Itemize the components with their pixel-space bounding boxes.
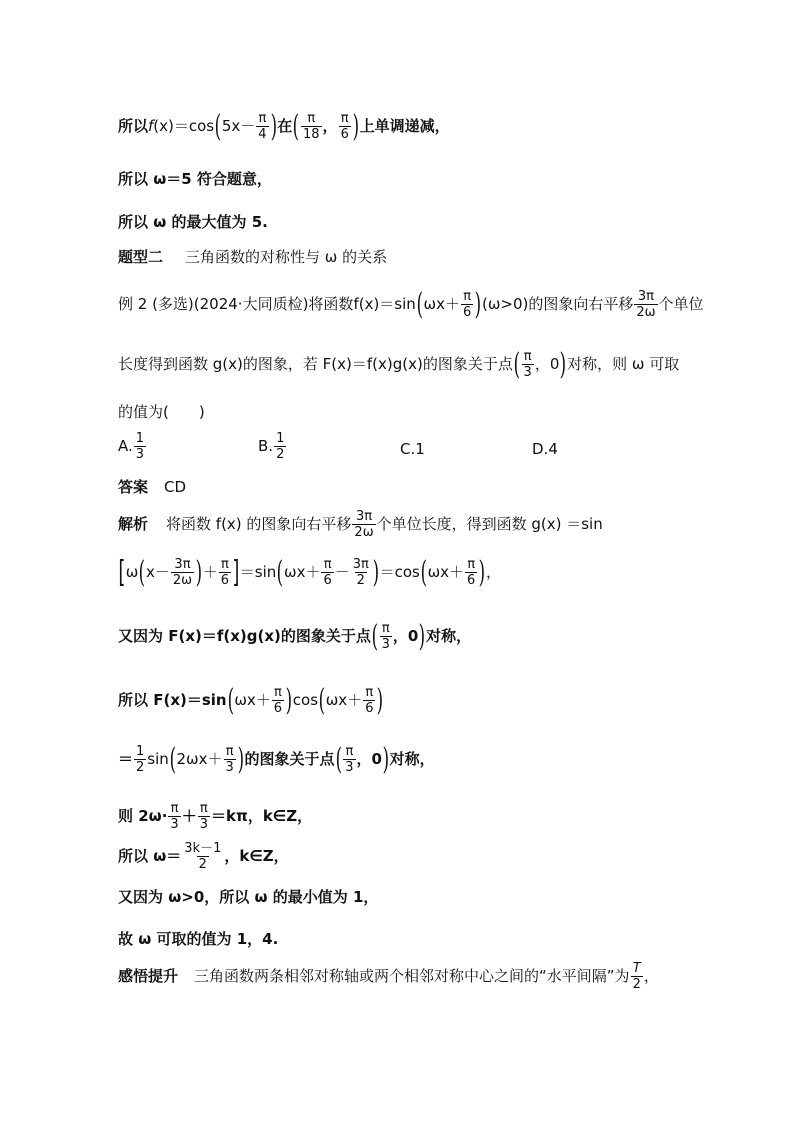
- text: 上单调递减，: [359, 117, 450, 136]
- frac-den: 6: [220, 572, 230, 588]
- right-paren: ): [474, 287, 482, 323]
- option-b: [258, 432, 287, 461]
- frac-den: 6: [467, 572, 476, 588]
- text: 所以 ω 的最大值为 5.: [118, 213, 268, 231]
- answer-label: 答案: [118, 478, 149, 496]
- frac-num: π: [365, 685, 374, 700]
- left-paren: (: [227, 683, 234, 719]
- frac-den: 3: [381, 636, 390, 652]
- text: 又因为 ω>0，所以 ω 的最小值为 1，: [118, 888, 379, 906]
- math: －: [334, 563, 350, 582]
- fraction: [380, 622, 392, 651]
- frac-den: 2ω: [354, 524, 374, 540]
- text: 所以 ω＝5 符合题意，: [118, 170, 272, 188]
- option-text: D.4: [532, 440, 558, 458]
- frac-num: π: [467, 557, 476, 572]
- math: ωx＋: [423, 295, 460, 314]
- text: 个单位: [658, 295, 704, 314]
- text: ，0: [356, 750, 382, 769]
- frac-den: 6: [340, 126, 349, 142]
- frac-num: π: [307, 111, 316, 126]
- insight-line: [118, 962, 659, 991]
- math-inner: 5x－: [221, 117, 256, 136]
- solution-line-8: [118, 890, 378, 905]
- math: ω: [125, 563, 139, 582]
- left-paren: (: [420, 555, 427, 591]
- fraction: [272, 686, 284, 715]
- frac-den: 3: [135, 446, 145, 462]
- right-paren: ): [270, 109, 277, 145]
- math: ＝cos: [379, 563, 420, 582]
- frac-num: π: [523, 349, 532, 364]
- option-d: [532, 442, 558, 457]
- math: ＋: [202, 563, 218, 582]
- math: ωx＋: [284, 563, 321, 582]
- text: 对称，: [426, 627, 472, 646]
- fraction: [198, 802, 210, 831]
- frac-den: 2ω: [636, 304, 656, 320]
- math: ωx＋: [234, 691, 271, 710]
- insight-label: 感悟提升: [118, 967, 179, 986]
- frac-num: π: [463, 289, 472, 304]
- text: ，0: [392, 627, 419, 646]
- frac-den: 3: [199, 816, 208, 832]
- frac-num: 3π: [355, 509, 373, 524]
- frac-num: T: [632, 961, 641, 976]
- math: sin: [147, 750, 169, 769]
- solution-line-6: [118, 802, 312, 831]
- math: ＝sin: [239, 563, 277, 582]
- frac-den: 6: [462, 304, 472, 320]
- text: ，: [643, 967, 659, 986]
- right-paren: ): [377, 683, 384, 719]
- math: 2ωx＋: [176, 750, 223, 769]
- frac-den: 3: [345, 759, 354, 775]
- frac-num: π: [274, 685, 282, 700]
- text: 则 2ω·: [118, 807, 168, 826]
- left-paren: (: [169, 742, 176, 778]
- fraction: [171, 558, 194, 587]
- left-paren: (: [513, 347, 520, 383]
- frac-num: π: [323, 557, 332, 572]
- frac-num: π: [225, 744, 234, 759]
- fraction: [352, 510, 375, 539]
- fraction: [363, 686, 375, 715]
- right-paren: ): [195, 555, 203, 591]
- frac-den: 6: [365, 700, 374, 716]
- text: ，0: [534, 355, 560, 374]
- option-c: [400, 442, 425, 457]
- text: 所以 F(x)＝sin: [118, 691, 227, 710]
- text: 又因为 F(x)＝f(x)g(x)的图象关于点: [118, 627, 371, 646]
- right-paren: ): [372, 555, 379, 591]
- option-label: A.: [118, 437, 133, 456]
- fraction: [182, 842, 223, 871]
- text: 的值为( ): [118, 403, 205, 421]
- text: (ω>0)的图象向右平移: [481, 295, 634, 314]
- frac-num: 3π: [352, 557, 369, 572]
- frac-num: π: [170, 801, 179, 816]
- frac-num: 3π: [637, 289, 654, 304]
- text: 三角函数两条相邻对称轴或两个相邻对称中心之间的“水平间隔”为: [194, 967, 630, 986]
- text: 将函数 f(x) 的图象向右平移: [166, 515, 352, 534]
- text: 个单位长度，得到函数 g(x) ＝sin: [376, 515, 603, 534]
- math: ＝: [118, 750, 134, 769]
- frac-den: 6: [323, 572, 332, 588]
- math: ωx＋: [325, 691, 363, 710]
- solution-line-3: [118, 619, 472, 655]
- fraction: [343, 745, 355, 774]
- right-paren: ): [237, 742, 244, 778]
- text: ，k∈Z，: [224, 847, 289, 866]
- left-paren: (: [416, 287, 423, 323]
- left-bracket: [: [118, 555, 126, 591]
- frac-num: 3π: [174, 557, 191, 572]
- frac-den: 2: [632, 976, 641, 992]
- text: ，: [486, 563, 502, 582]
- line-monotonic-decreasing: [118, 109, 450, 145]
- text: 在: [277, 117, 293, 136]
- text: 对称，则 ω 可取: [567, 355, 680, 374]
- fraction: [522, 350, 534, 379]
- example-2-line-3: [118, 405, 205, 420]
- fraction-pi-18: [301, 112, 322, 141]
- fraction: [351, 558, 371, 587]
- option-label: B.: [258, 437, 274, 456]
- frac-den: 6: [273, 700, 283, 716]
- text: ＝kπ，k∈Z，: [210, 807, 313, 826]
- text: 对称，: [389, 750, 435, 769]
- frac-den: 4: [258, 126, 267, 142]
- frac-den: 3: [523, 364, 532, 380]
- right-bracket: ]: [232, 555, 240, 591]
- math: ωx＋: [427, 563, 465, 582]
- text: 故 ω 可取的值为 1，4.: [118, 930, 279, 948]
- fraction: [168, 802, 180, 831]
- frac-num: 1: [136, 744, 145, 759]
- frac-den: 2: [276, 446, 285, 462]
- text: ，: [322, 117, 338, 136]
- left-paren: (: [371, 619, 378, 655]
- right-paren: ): [352, 109, 359, 145]
- fraction-pi-4: [256, 112, 268, 141]
- fraction: [634, 290, 657, 319]
- fraction: [631, 962, 643, 991]
- solution-line-1: [118, 510, 603, 539]
- math: cos: [292, 691, 319, 710]
- fraction: [134, 745, 146, 774]
- frac-num: π: [258, 111, 267, 126]
- right-paren: ): [285, 683, 293, 719]
- left-paren: (: [292, 109, 300, 145]
- left-paren: (: [276, 555, 284, 591]
- text: 所以: [118, 117, 149, 136]
- answer-line: [118, 480, 186, 495]
- frac-num: π: [221, 557, 229, 572]
- line-omega-5: [118, 172, 272, 187]
- line-max-omega: [118, 215, 268, 230]
- right-paren: ): [382, 742, 390, 778]
- answer-value: CD: [164, 478, 187, 496]
- math: f(x)＝sin: [353, 295, 416, 314]
- right-paren: ): [560, 347, 567, 383]
- frac-num: π: [199, 801, 208, 816]
- section-label: 题型二: [118, 248, 164, 266]
- frac-num: 1: [135, 431, 145, 446]
- solution-line-7: [118, 842, 289, 871]
- option-a: [118, 432, 147, 461]
- fraction: [224, 745, 236, 774]
- math: x－: [146, 563, 170, 582]
- frac-num: 1: [276, 431, 285, 446]
- example-2-line-2: [118, 347, 680, 383]
- frac-den: 3: [225, 759, 234, 775]
- frac-num: π: [340, 111, 349, 126]
- right-paren: ): [418, 619, 426, 655]
- right-paren: ): [478, 555, 486, 591]
- text: 长度得到函数 g(x)的图象，若 F(x)＝f(x)g(x)的图象关于点: [118, 355, 513, 374]
- solution-label: 解析: [118, 515, 149, 534]
- left-paren: (: [335, 742, 342, 778]
- left-paren: (: [318, 683, 326, 719]
- math-f: f: [148, 117, 154, 136]
- frac-num: π: [345, 744, 354, 759]
- frac-num: 3k－1: [184, 841, 222, 856]
- text: 所以 ω＝: [118, 847, 182, 866]
- example-2-line-1: [118, 287, 704, 323]
- math: ＋: [181, 807, 197, 826]
- frac-num: π: [381, 621, 390, 636]
- left-paren: (: [138, 555, 146, 591]
- fraction: [461, 290, 473, 319]
- fraction: [321, 558, 333, 587]
- frac-den: 2ω: [172, 572, 193, 588]
- solution-line-9: [118, 932, 278, 947]
- section-heading: [118, 250, 387, 265]
- section-title: 三角函数的对称性与 ω 的关系: [185, 248, 388, 266]
- solution-line-4: [118, 683, 384, 719]
- frac-den: 2: [136, 759, 145, 775]
- frac-den: 18: [303, 126, 320, 142]
- fraction: [274, 432, 286, 461]
- math-eq-cos: (x)＝cos: [153, 117, 215, 136]
- left-paren: (: [214, 109, 222, 145]
- solution-line-2: [118, 555, 502, 591]
- fraction-pi-6: [339, 112, 351, 141]
- frac-den: 2: [198, 856, 207, 872]
- option-text: C.1: [400, 440, 425, 458]
- fraction: [219, 558, 231, 587]
- text: 例 2 (多选)(2024·大同质检)将函数: [118, 295, 354, 314]
- fraction: [134, 432, 146, 461]
- frac-den: 3: [170, 816, 179, 832]
- options-row: [118, 432, 678, 468]
- frac-den: 2: [356, 572, 365, 588]
- fraction: [465, 558, 477, 587]
- text: 的图象关于点: [244, 750, 335, 769]
- solution-line-5: [118, 742, 435, 778]
